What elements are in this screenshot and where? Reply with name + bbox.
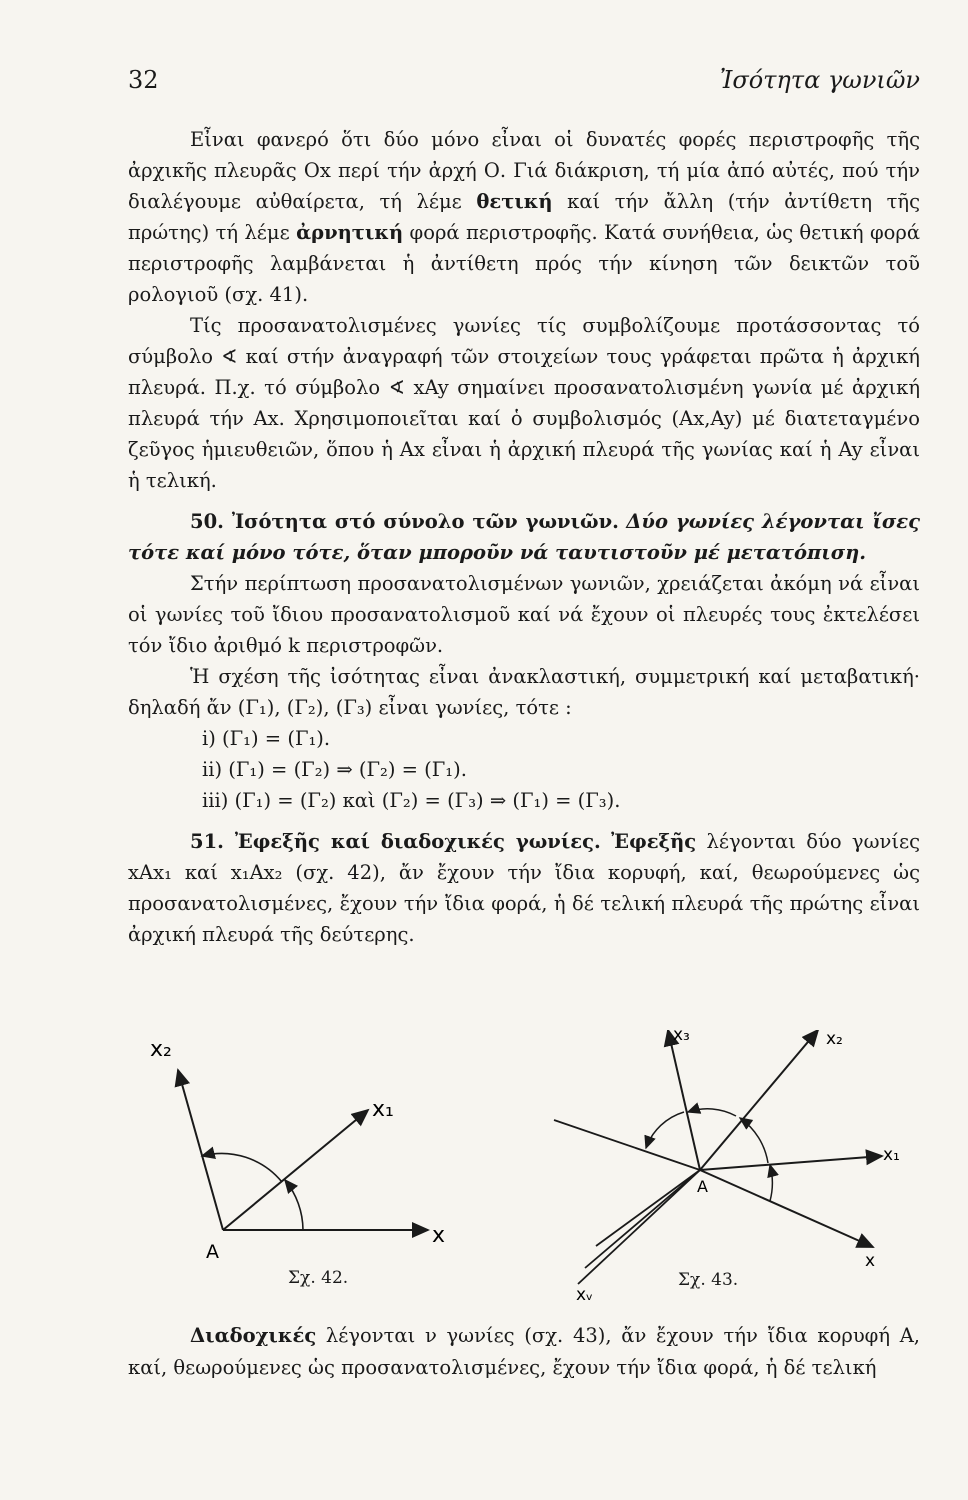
section-50-definition: Δύο γωνίες λέγονται ἴσες τότε καί μόνο τότε, ὅταν μποροῦν νά ταυτιστοῦν μέ μετατόπιση.	[128, 510, 921, 564]
arc-1	[770, 1165, 772, 1201]
ray-x2	[178, 1070, 223, 1230]
arc-2	[740, 1118, 768, 1163]
section-51-title: 51. Ἐφεξῆς καί διαδοχικές γωνίες.	[190, 830, 601, 853]
label-vertex-A: A	[697, 1177, 708, 1196]
list-item: iii) (Γ₁) = (Γ₂) καὶ (Γ₂) = (Γ₃) ⇒ (Γ₁) = (Γ₃).	[202, 789, 621, 812]
label-x1: x₁	[372, 1097, 394, 1122]
ray-x1	[700, 1156, 882, 1170]
term-negative: ἀρνητική	[296, 221, 404, 244]
label-x: x	[432, 1223, 446, 1248]
ray-extra-3	[585, 1170, 700, 1268]
list-item: i) (Γ₁) = (Γ₁).	[202, 727, 331, 750]
label-x2: x₂	[150, 1037, 172, 1062]
figures-svg	[128, 1030, 920, 1300]
section-50	[128, 506, 920, 568]
bottom-paragraph: Διαδοχικές λέγονται ν γωνίες (σχ. 43), ἄν ἔχουν τήν ἴδια κορυφή A, καί, θεωρούμενες ὡς προσανατολισμένες, ἔχουν τήν ἴδια φορά, ἡ δέ τελική	[128, 1324, 920, 1379]
running-title: Ἰσότητα γωνιῶν	[719, 66, 920, 94]
section-50-title: 50. Ἰσότητα στό σύνολο τῶν γωνιῶν.	[190, 510, 619, 533]
ray-extra-1	[554, 1120, 700, 1170]
page-header	[128, 66, 920, 106]
paragraph-equality-relation: Ἡ σχέση τῆς ἰσότητας εἶναι ἀνακλαστική, συμμετρική καί μεταβατική· δηλαδή ἄν (Γ₁), (Γ₂), (Γ₃) εἶναι γωνίες, τότε :	[128, 665, 920, 719]
label-x: x	[865, 1251, 876, 1271]
section-51: 51. Ἐφεξῆς καί διαδοχικές γωνίες. Ἐφεξῆς λέγονται δύο γωνίες xAx₁ καί x₁Ax₂ (σχ. 42), ἄν ἔχουν τήν ἴδια κορυφή, καί, θεωρούμενες ὡς προσανατολισμένες, ἔχουν τήν ἴδια φορά, ἡ δέ τελική πλευρά τῆς πρώτης εἶναι ἀρχική πλευρά τῆς δεύτερης.	[128, 830, 921, 946]
term-successive: Διαδοχικές	[190, 1324, 317, 1347]
figure-42-caption: Σχ. 42.	[288, 1268, 349, 1288]
label-x1: x₁	[883, 1145, 900, 1165]
ray-x	[700, 1170, 873, 1247]
equality-properties-list	[202, 723, 920, 816]
ray-x3	[668, 1030, 700, 1170]
figure-43	[554, 1030, 900, 1300]
arc-3	[688, 1109, 736, 1116]
label-xv: xᵥ	[576, 1285, 594, 1300]
label-x3: x₃	[673, 1030, 690, 1045]
paragraph-rotation-direction: Εἶναι φανερό ὅτι δύο μόνο εἶναι οἱ δυνατές φορές περιστροφῆς τῆς ἀρχικῆς πλευρᾶς Οx περί τήν ἀρχή Ο. Γιά διάκριση, τή μία ἀπό αὐτές, πού τήν διαλέγουμε αὐθαίρετα, τή λέμε θετική καί τήν ἄλλη (τήν ἀντίθετη τῆς πρώτης) τή λέμε ἀρνητική φορά περιστροφῆς. Κατά συνήθεια, ὡς θετική φορά περιστροφῆς λαμβάνεται ἡ ἀντίθετη πρός τήν κίνηση τῶν δεικτῶν τοῦ ρολογιοῦ (σχ. 41).	[128, 128, 921, 306]
arc-x-x1	[285, 1180, 303, 1230]
ray-x1	[223, 1110, 368, 1230]
ray-xv	[578, 1170, 700, 1284]
paragraph-oriented-equality: Στήν περίπτωση προσανατολισμένων γωνιῶν, χρειάζεται ἀκόμη νά εἶναι οἱ γωνίες τοῦ ἴδιου προσανατολισμοῦ καί νά ἔχουν οἱ πλευρές τους ἐκτελέσει τόν ἴδιο ἀριθμό k περιστροφῶν.	[128, 572, 920, 657]
ray-extra-2	[596, 1170, 700, 1246]
list-item: ii) (Γ₁) = (Γ₂) ⇒ (Γ₂) = (Γ₁).	[202, 758, 467, 781]
main-text	[128, 124, 920, 950]
figures	[128, 1030, 920, 1300]
figure-42	[150, 1037, 445, 1263]
label-vertex-A: A	[206, 1241, 219, 1263]
arc-4	[646, 1112, 684, 1148]
figure-43-caption: Σχ. 43.	[678, 1270, 739, 1290]
page-number: 32	[128, 66, 159, 94]
label-x2: x₂	[826, 1030, 843, 1049]
ray-x2	[700, 1030, 818, 1170]
term-adjacent: Ἐφεξῆς	[611, 830, 697, 853]
term-positive: θετική	[476, 190, 553, 213]
arc-x1-x2	[202, 1153, 282, 1182]
paragraph-oriented-angles: Τίς προσανατολισμένες γωνίες τίς συμβολίζουμε προτάσσοντας τό σύμβολο ∢ καί στήν ἀναγραφή τῶν στοιχείων τους γράφεται πρῶτα ἡ ἀρχική πλευρά. Π.χ. τό σύμβολο ∢ xAy σημαίνει προσανατολισμένη γωνία μέ ἀρχική πλευρά τήν Ax. Χρησιμοποιεῖται καί ὁ συμβολισμός (Ax,Ay) μέ διατεταγμένο ζεῦγος ἡμιευθειῶν, ὅπου ἡ Ax εἶναι ἡ ἀρχική πλευρά τῆς γωνίας καί ἡ Ay εἶναι ἡ τελική.	[128, 314, 920, 492]
